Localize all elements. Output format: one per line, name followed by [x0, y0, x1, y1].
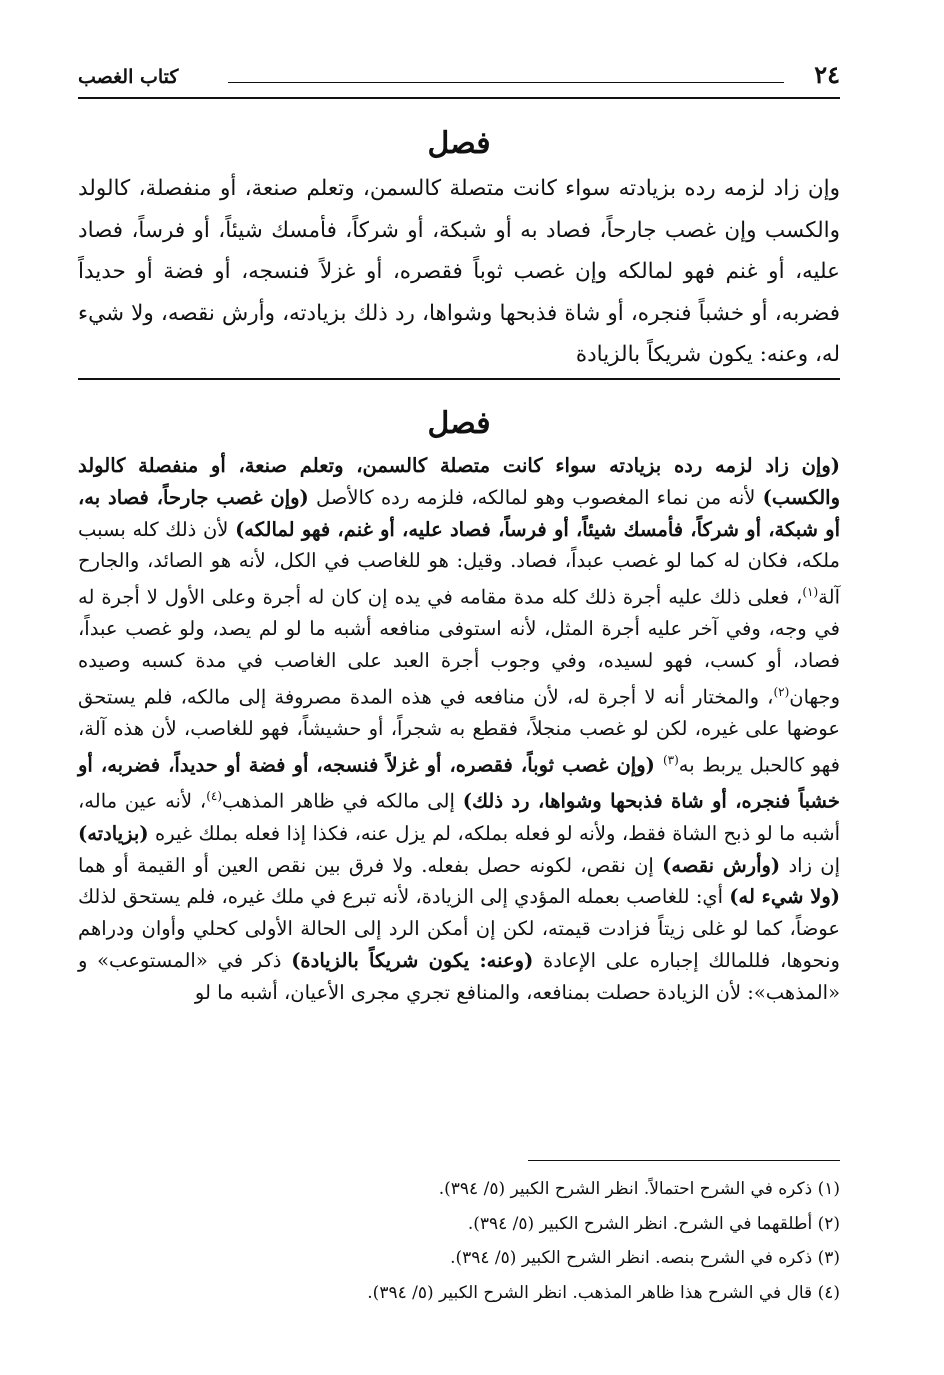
- commentary-text: إن نقص، لكونه حصل بفعله. ولا فرق بين نقص العين أو القيمة أو هما: [78, 853, 663, 877]
- matn-paragraph: وإن زاد لزمه رده بزيادته سواء كانت متصلة كالسمن، وتعلم صنعة، أو منفصلة، كالولد والكسب وإن غصب جارحاً، فصاد به أو شبكة، أو شركاً، فأمسك شيئاً، أو فرساً، فصاد عليه، أو غنم فهو لمالكه وإن غصب ثوباً فقصره، أو غزلاً فنسجه، أو فضة أو حديداً فضربه، أو خشباً فنجره، أو شاة فذبحها وشواها، رد ذلك بزيادته، وأرش نقصه، ولا شيء له، وعنه: يكون شريكاً بالزيادة: [78, 176, 840, 367]
- commentary-text: لأن ذلك كله بسبب ملكه، فكان له كما لو غصب عبداً، فصاد. وقيل: هو للغاصب في الكل، لأنه هو الصائد، والجارح آلة: [78, 517, 840, 609]
- section-divider: [78, 378, 840, 380]
- book-title: كتاب الغصب: [78, 66, 179, 88]
- commentary-text: إن زاد: [780, 853, 841, 877]
- footnote-1: (١) ذكره في الشرح احتمالاً. انظر الشرح الكبير (٥/ ٣٩٤).: [438, 1179, 840, 1199]
- footnote-rule: [528, 1160, 840, 1161]
- commentary-text: لأنه من نماء المغصوب وهو لمالكه، فلزمه رده كالأصل: [308, 485, 763, 509]
- header-line: [228, 82, 784, 83]
- footnote-ref: (١): [802, 585, 819, 600]
- commentary-text: إلى مالكه في ظاهر المذهب: [222, 789, 463, 813]
- footnote-ref: (٣): [662, 753, 679, 768]
- quoted-matn: (ولا شيء له): [729, 885, 840, 909]
- footnotes: [78, 1172, 840, 1310]
- footnote-ref: (٢): [773, 685, 790, 700]
- page-number: ٢٤: [814, 60, 840, 89]
- section-heading-sharh: فصل: [427, 406, 491, 441]
- commentary-text: ذكر في «المستوعب» و «المذهب»: لأن الزيادة حصلت بمنافعه، والمنافع تجري مجرى الأعيان، أشبه ما لو: [78, 948, 840, 1004]
- commentary-text: ، والمختار أنه لا أجرة له، لأن منافعه في هذه المدة مصروفة إلى مالكه، فلم يستحق عوضها على غيره، لكن لو غصب منجلاً، فقطع به شجراً، أو حشيشاً، فهو للغاصب، لأن هذه آلة، فهو كالحبل يربط به: [78, 685, 840, 777]
- quoted-matn: (وعنه: يكون شريكاً بالزيادة): [291, 948, 534, 972]
- quoted-matn: (وإن غصب جارحاً، فصاد به، أو شبكة، أو شركاً، فأمسك شيئاً، أو فرساً، فصاد عليه، أو غنم، فهو لمالكه): [78, 485, 840, 541]
- page-header: [78, 60, 840, 100]
- footnote-3: (٣) ذكره في الشرح بنصه. انظر الشرح الكبير (٥/ ٣٩٤).: [450, 1248, 840, 1268]
- sharh-paragraph: [78, 450, 840, 1009]
- quoted-matn: (بزيادته): [78, 821, 149, 845]
- quoted-matn: (وأرش نقصه): [662, 853, 781, 877]
- commentary-text: ، فعلى ذلك عليه أجرة ذلك كله مدة مقامه في يده إن كان له أجرة وعلى الأول لا أجرة له في وجه، وفي آخر عليه أجرة المثل، لأنه استوفى منافعه أشبه ما لو لم يصد، ولو غصب عبداً، فصاد، أو كسب، فهو لسيده، وفي وجوب أجرة العبد على الغاصب في مدة كسبه وصيده وجهان: [78, 585, 840, 709]
- footnote-ref: (٤): [206, 789, 223, 804]
- header-rule: [78, 97, 840, 99]
- footnote-4: (٤) قال في الشرح هذا ظاهر المذهب. انظر الشرح الكبير (٥/ ٣٩٤).: [367, 1282, 840, 1303]
- commentary-text: أي: للغاصب بعمله المؤدي إلى الزيادة، لأنه تبرع في ملك غيره، فلم يستحق لذلك عوضاً، كما لو غلى زيتاً فزادت قيمته، لكن إن أمكن الرد إلى الحالة الأولى كحلي وأوان ودراهم ونحوها، فللمالك إجباره على الإعادة: [77, 885, 840, 972]
- quoted-matn: (وإن زاد لزمه رده بزيادته سواء كانت متصلة كالسمن، وتعلم صنعة، أو منفصلة كالولد والكسب): [78, 454, 840, 509]
- section-heading-matn: فصل: [427, 126, 491, 161]
- quoted-matn: (وإن غصب ثوباً، فقصره، أو غزلاً فنسجه، أو فضة أو حديداً، فضربه، أو خشباً فنجره، أو شاة فذبحها وشواها، رد ذلك): [78, 753, 840, 813]
- commentary-text: ، لأنه عين ماله، أشبه ما لو ذبح الشاة فقط، ولأنه لو فعله بملكه، لم يزل عنه، فكذا إذا فعله بملك غيره: [78, 789, 840, 845]
- footnote-2: (٢) أطلقهما في الشرح. انظر الشرح الكبير (٥/ ٣٩٤).: [467, 1213, 840, 1234]
